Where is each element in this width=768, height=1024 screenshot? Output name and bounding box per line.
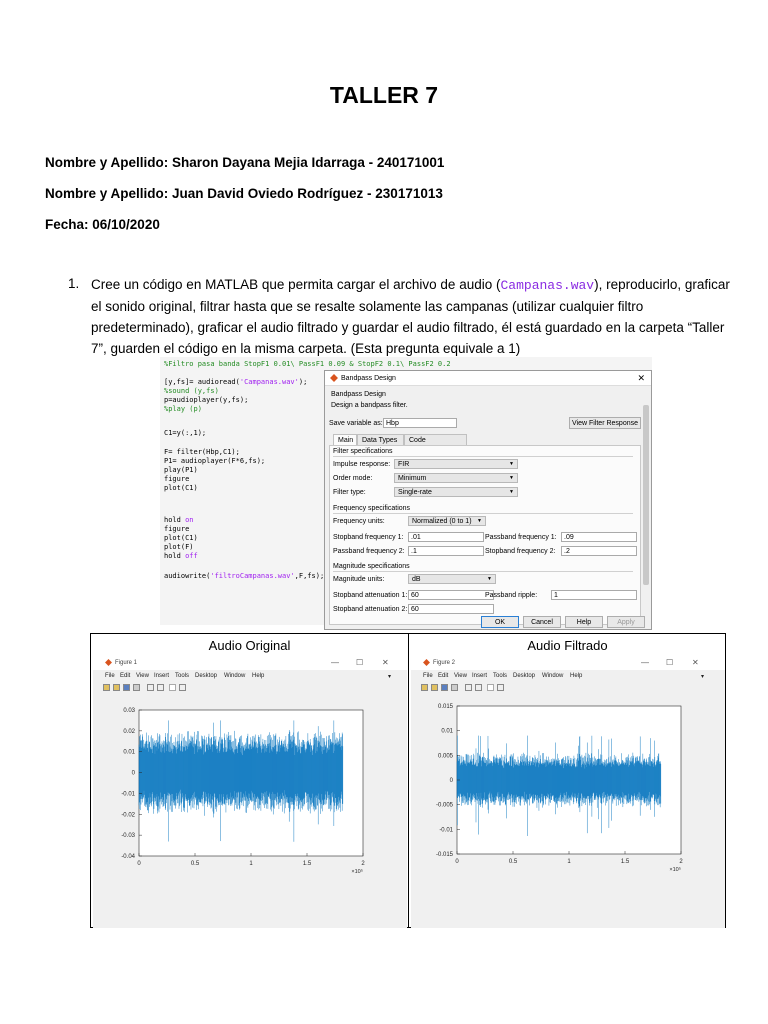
filter-type-select[interactable]: Single-rate ▼ [394, 487, 518, 497]
y-tick-label: 0.005 [437, 753, 453, 760]
code-line: p=audioplayer(y,fs); [164, 396, 249, 404]
x-tick-label: 1.5 [620, 859, 630, 865]
close-icon[interactable]: ✕ [382, 658, 389, 667]
x-tick-label: 0 [137, 861, 141, 867]
y-tick-label: -0.01 [439, 827, 453, 834]
menu-insert[interactable]: Insert [472, 673, 488, 679]
menu-window[interactable]: Window [542, 673, 564, 679]
apply-button[interactable]: Apply [607, 616, 645, 628]
pointer-icon[interactable] [169, 684, 176, 691]
menu-desktop[interactable]: Desktop [195, 673, 218, 679]
menu-insert[interactable]: Insert [154, 673, 170, 679]
save-variable-label: Save variable as: [329, 420, 383, 427]
scrollbar-thumb[interactable] [643, 405, 649, 585]
code-line: %sound (y,fs) [164, 387, 219, 395]
author-2: Nombre y Apellido: Juan David Oviedo Rodríguez - 230171013 [45, 186, 443, 201]
open-icon[interactable] [113, 684, 120, 691]
y-tick-label: -0.01 [121, 791, 135, 798]
question-code: Campanas.wav [500, 278, 595, 293]
code-line: [y,fs]= audioread('Campanas.wav'); [164, 378, 308, 386]
figure-menubar [93, 672, 407, 682]
matlab-icon [105, 659, 112, 666]
dialog-titlebar [325, 371, 651, 386]
caption-audio-filtrado: Audio Filtrado [527, 638, 608, 653]
order-mode-select[interactable]: Minimum ▼ [394, 473, 518, 483]
x-tick-label: 0.5 [190, 861, 200, 867]
x-tick-label: 0.5 [508, 859, 518, 865]
tab-code-generation[interactable]: Code [404, 434, 467, 445]
x-tick-label: 2 [679, 859, 683, 865]
figure-title: Figure 2 [433, 660, 456, 666]
y-tick-label: 0.015 [437, 704, 453, 710]
x-tick-label: 0 [455, 859, 459, 865]
question-number: 1. [68, 276, 80, 291]
stopband-attenuation-2-label: Stopband attenuation 2: [333, 606, 408, 613]
passband-frequency-2-input[interactable]: .1 [408, 546, 484, 556]
figure-2-window [411, 656, 725, 928]
passband-frequency-2-label: Passband frequency 2: [333, 548, 405, 555]
new-figure-icon[interactable] [421, 684, 428, 691]
pointer-icon[interactable] [487, 684, 494, 691]
code-line: plot(C1) [164, 484, 198, 492]
x-tick-label: 1 [567, 859, 571, 865]
tab-data-types[interactable]: Data Types [357, 434, 404, 445]
plot-tools-icon[interactable] [179, 684, 186, 691]
magnitude-units-label: Magnitude units: [333, 576, 385, 583]
dialog-scrollbar[interactable] [642, 391, 650, 623]
figure-1-window [93, 656, 407, 928]
menu-window[interactable]: Window [224, 673, 246, 679]
view-filter-response-button[interactable]: View Filter Response [569, 417, 641, 429]
code-line: %play (p) [164, 405, 202, 413]
dialog-title: Bandpass Design [341, 375, 396, 382]
menu-edit[interactable]: Edit [120, 673, 131, 679]
stopband-attenuation-1-input[interactable]: 60 [408, 590, 494, 600]
menu-file[interactable]: File [423, 673, 433, 679]
bandpass-dialog [324, 370, 652, 630]
menu-desktop[interactable]: Desktop [513, 673, 536, 679]
code-line: hold on [164, 516, 194, 524]
passband-frequency-1-label: Passband frequency 1: [485, 534, 557, 541]
y-tick-label: -0.03 [121, 833, 135, 840]
frequency-spec-heading: Frequency specifications [333, 505, 411, 512]
y-tick-label: -0.015 [435, 852, 453, 858]
plot-tools-icon[interactable] [497, 684, 504, 691]
y-tick-label: 0.03 [123, 708, 135, 714]
magnitude-units-select[interactable]: dB ▼ [408, 574, 496, 584]
y-tick-label: 0.01 [123, 749, 135, 756]
impulse-response-label: Impulse response: [333, 461, 391, 468]
menu-edit[interactable]: Edit [438, 673, 449, 679]
x-tick-label: 1.5 [302, 861, 312, 867]
stopband-attenuation-1-label: Stopband attenuation 1: [333, 592, 408, 599]
page-title: TALLER 7 [329, 82, 439, 108]
menu-dock-arrow-icon[interactable]: ▾ [701, 674, 705, 680]
menu-view[interactable]: View [454, 673, 467, 679]
y-tick-label: 0 [449, 778, 453, 784]
close-icon[interactable]: ✕ [637, 373, 645, 383]
y-tick-label: -0.02 [121, 812, 135, 819]
minimize-icon[interactable]: — [641, 658, 649, 667]
save-variable-input[interactable]: Hbp [383, 418, 457, 428]
audio-filtrado-plot [411, 696, 725, 928]
maximize-icon[interactable]: ☐ [356, 658, 364, 667]
stopband-frequency-1-label: Stopband frequency 1: [333, 534, 404, 541]
maximize-icon[interactable]: ☐ [666, 658, 674, 667]
figure-menubar [411, 672, 725, 682]
passband-ripple-label: Passband ripple: [485, 592, 538, 599]
colorbar-icon[interactable] [147, 684, 154, 691]
open-icon[interactable] [431, 684, 438, 691]
menu-dock-arrow-icon[interactable]: ▾ [388, 674, 392, 680]
stopband-attenuation-2-input[interactable]: 60 [408, 604, 494, 614]
frequency-units-label: Frequency units: [333, 518, 385, 525]
menu-tools[interactable]: Tools [493, 673, 508, 679]
code-line: F= filter(Hbp,C1); [164, 448, 240, 456]
y-tick-label: 0 [131, 770, 135, 777]
caption-audio-original: Audio Original [208, 638, 291, 653]
figure-titlebar [411, 656, 725, 670]
main-tab-panel [329, 445, 641, 625]
ok-button[interactable]: OK [481, 616, 519, 628]
code-line: figure [164, 525, 190, 533]
magnitude-spec-heading: Magnitude specifications [333, 563, 410, 570]
save-icon[interactable] [441, 684, 448, 691]
close-icon[interactable]: ✕ [692, 658, 699, 667]
order-mode-label: Order mode: [333, 475, 373, 482]
passband-frequency-1-input[interactable]: .09 [561, 532, 637, 542]
code-line: %Filtro pasa banda StopF1 0.01\ PassF1 0.09 & StopF2 0.1\ PassF2 0.2 [164, 360, 451, 368]
code-line: audiowrite('filtroCampanas.wav',F,fs); [164, 572, 325, 580]
code-line: plot(F) [164, 543, 194, 551]
colorbar-icon[interactable] [465, 684, 472, 691]
cancel-button[interactable]: Cancel [523, 616, 561, 628]
help-button[interactable]: Help [565, 616, 603, 628]
legend-icon[interactable] [157, 684, 164, 691]
code-line: P1= audioplayer(F*6,fs); [164, 457, 266, 465]
y-tick-label: 0.02 [123, 728, 135, 735]
menu-help[interactable]: Help [252, 673, 265, 679]
x-tick-label: 2 [361, 861, 365, 867]
question-part-1: Cree un código en MATLAB que permita cargar el archivo de audio ( [91, 277, 501, 292]
menu-view[interactable]: View [136, 673, 149, 679]
y-tick-label: -0.04 [121, 854, 135, 860]
author-1: Nombre y Apellido: Sharon Dayana Mejia Idarraga - 240171001 [45, 155, 445, 170]
passband-ripple-input[interactable]: 1 [551, 590, 637, 600]
filter-spec-heading: Filter specifications [333, 448, 393, 455]
frequency-units-select[interactable]: Normalized (0 to 1) ▼ [408, 516, 486, 526]
question-part-2: ), reproducirlo, graficar el sonido original, filtrar hasta que se resalte solamente las campanas (utilizar cualquier filtro predeterminado), graficar el audio filtrado y guardar el audio filtrado, él está guardado en la carpeta “Taller 7”, guarden el código en la misma carpeta. (Esta pregunta equivale a 1) [91, 277, 730, 356]
print-icon[interactable] [133, 684, 140, 691]
y-tick-label: 0.01 [441, 728, 453, 735]
code-line: hold off [164, 552, 198, 560]
question-text [91, 274, 731, 359]
menu-file[interactable]: File [105, 673, 115, 679]
x-tick-label: 1 [249, 861, 253, 867]
code-line: figure [164, 475, 190, 483]
filter-type-label: Filter type: [333, 489, 366, 496]
matlab-icon [423, 659, 430, 666]
matlab-icon [330, 374, 338, 382]
figure-titlebar [93, 656, 407, 670]
stopband-frequency-2-label: Stopband frequency 2: [485, 548, 556, 555]
minimize-icon[interactable]: — [331, 658, 339, 667]
new-figure-icon[interactable] [103, 684, 110, 691]
x-exponent-label: ×10⁵ [351, 869, 363, 875]
code-line: plot(C1) [164, 534, 198, 542]
figure-title: Figure 1 [115, 660, 138, 666]
y-tick-label: -0.005 [435, 802, 453, 809]
code-line: play(P1) [164, 466, 198, 474]
stopband-frequency-2-input[interactable]: .2 [561, 546, 637, 556]
figures-frame [90, 633, 726, 928]
stopband-frequency-1-input[interactable]: .01 [408, 532, 484, 542]
menu-help[interactable]: Help [570, 673, 583, 679]
x-exponent-label: ×10⁵ [669, 867, 681, 873]
menu-tools[interactable]: Tools [175, 673, 190, 679]
print-icon[interactable] [451, 684, 458, 691]
audio-original-plot [93, 696, 407, 928]
tab-main[interactable]: Main [333, 434, 357, 445]
legend-icon[interactable] [475, 684, 482, 691]
code-line: C1=y(:,1); [164, 429, 207, 437]
save-icon[interactable] [123, 684, 130, 691]
date: Fecha: 06/10/2020 [45, 217, 160, 232]
dialog-subheader: Design a bandpass filter. [331, 402, 408, 409]
dialog-header: Bandpass Design [331, 391, 386, 398]
impulse-response-select[interactable]: FIR ▼ [394, 459, 518, 469]
